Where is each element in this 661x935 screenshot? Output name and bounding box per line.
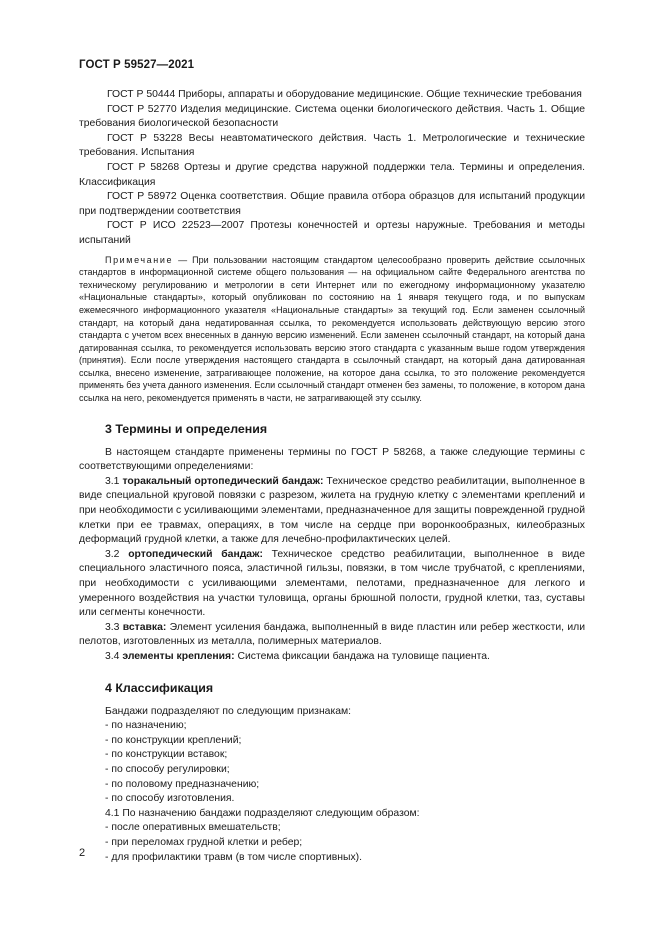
note-block [79,254,585,405]
section-3-intro: В настоящем стандарте применены термины по ГОСТ Р 58268, а также следующие термины с соответствующими определениями: [79,446,585,473]
section-3-title: 3 Термины и определения [105,421,268,436]
section-4-intro: Бандажи подразделяют по следующим признакам: [105,705,352,717]
list-item: - по конструкции вставок; [105,749,228,761]
note-text: — При пользовании настоящим стандартом целесообразно проверить действие ссылочных стандартов в информационной системе общего пользования — на официальном сайте Федерального агентства по техническому регулированию и метрологии в сети Интернет или по ежегодному информационному указателю «Национальные стандарты», который опубликован по состоянию на 1 января текущего года, и по выпускам ежемесячного информационного указателя «Национальные стандарты» за текущий год. Если заменен ссылочный стандарт, на который дана недатированная ссылка, то рекомендуется использовать действующую версию этого стандарта с учетом всех внесенных в данную версию изменений. Если заменен ссылочный стандарт, на который дана датированная ссылка, то рекомендуется использовать версию этого стандарта с указанным выше годом утверждения (принятия). Если после утверждения настоящего стандарта в ссылочный стандарт, на который дана датированная ссылка, внесено изменение, затрагивающее положение, на которое дана ссылка, то это положение рекомендуется применять без учета данного изменения. Если ссылочный стандарт отменен без замены, то положение, в котором дана ссылка на него, рекомендуется применять в части, не затрагивающей эту ссылку. [79,254,585,404]
note-paragraph [79,254,585,405]
term-3-1: 3.1 торакальный ортопедический бандаж: Техническое средство реабилитации, выполненное в виде специальной круговой повязки с разрезом, жилета на грудную клетку с элементами креплений и при необходимости с усиливающими элементами, предназначенное для защиты поврежденной грудной клетки при ее травмах, операциях, в том числе на сердце при воронкообразных, килеобразных деформаций грудной клетки, а также для лечебно-профилактических целей. [79,475,585,546]
reference-item: ГОСТ Р 52770 Изделия медицинские. Система оценки биологического действия. Часть 1. Общие требования биологической безопасности [79,103,585,130]
page-number: 2 [79,847,86,859]
list-item: - при переломах грудной клетки и ребер; [105,836,303,848]
reference-item: ГОСТ Р 58268 Ортезы и другие средства наружной поддержки тела. Термины и определения. Классификация [79,161,585,188]
section-4-title: 4 Классификация [105,680,214,695]
reference-item: ГОСТ Р 50444 Приборы, аппараты и оборудование медицинские. Общие технические требования [107,89,582,100]
list-item: - по способу изготовления. [105,793,235,805]
term-3-4: 3.4 элементы крепления: Система фиксации бандажа на туловище пациента. [105,650,490,662]
page-content [79,88,585,865]
list-item: - для профилактики травм (в том числе спортивных). [105,851,363,863]
reference-item: ГОСТ Р ИСО 22523—2007 Протезы конечностей и ортезы наружные. Требования и методы испытаний [79,220,585,246]
reference-item: ГОСТ Р 53228 Весы неавтоматического действия. Часть 1. Метрологические и технические требования. Испытания [79,132,585,159]
classification-list [79,705,585,866]
term-3-3: 3.3 вставка: Элемент усиления бандажа, выполненный в виде пластин или ребер жесткости, или пелотов, изготовленных из металла, полимерных материалов. [79,621,585,648]
document-header: ГОСТ Р 59527—2021 [79,59,195,71]
section-4-1-intro: 4.1 По назначению бандажи подразделяют следующим образом: [105,807,420,819]
note-label: Примечание [105,254,174,265]
list-item: - по конструкции креплений; [105,734,242,746]
reference-item: ГОСТ Р 58972 Оценка соответствия. Общие правила отбора образцов для испытаний продукции при подтверждении соответствия [79,191,585,217]
list-item: - после оперативных вмешательств; [105,822,281,834]
normative-references [79,88,585,249]
list-item: - по половому предназначению; [105,778,260,790]
term-3-2: 3.2 ортопедический бандаж: Техническое средство реабилитации, выполненное в виде специального эластичного пояса, эластичной гильзы, повязки, в том числе трубчатой, с креплениями, при необходимости с усиливающими элементами, пелотами, предназначенное для легкого и умеренного воздействия на участки туловища, органы брюшной полости, грудной клетки, таз, суставы или сегменты конечности. [79,548,585,619]
list-item: - по назначению; [105,720,187,732]
list-item: - по способу регулировки; [105,763,230,775]
